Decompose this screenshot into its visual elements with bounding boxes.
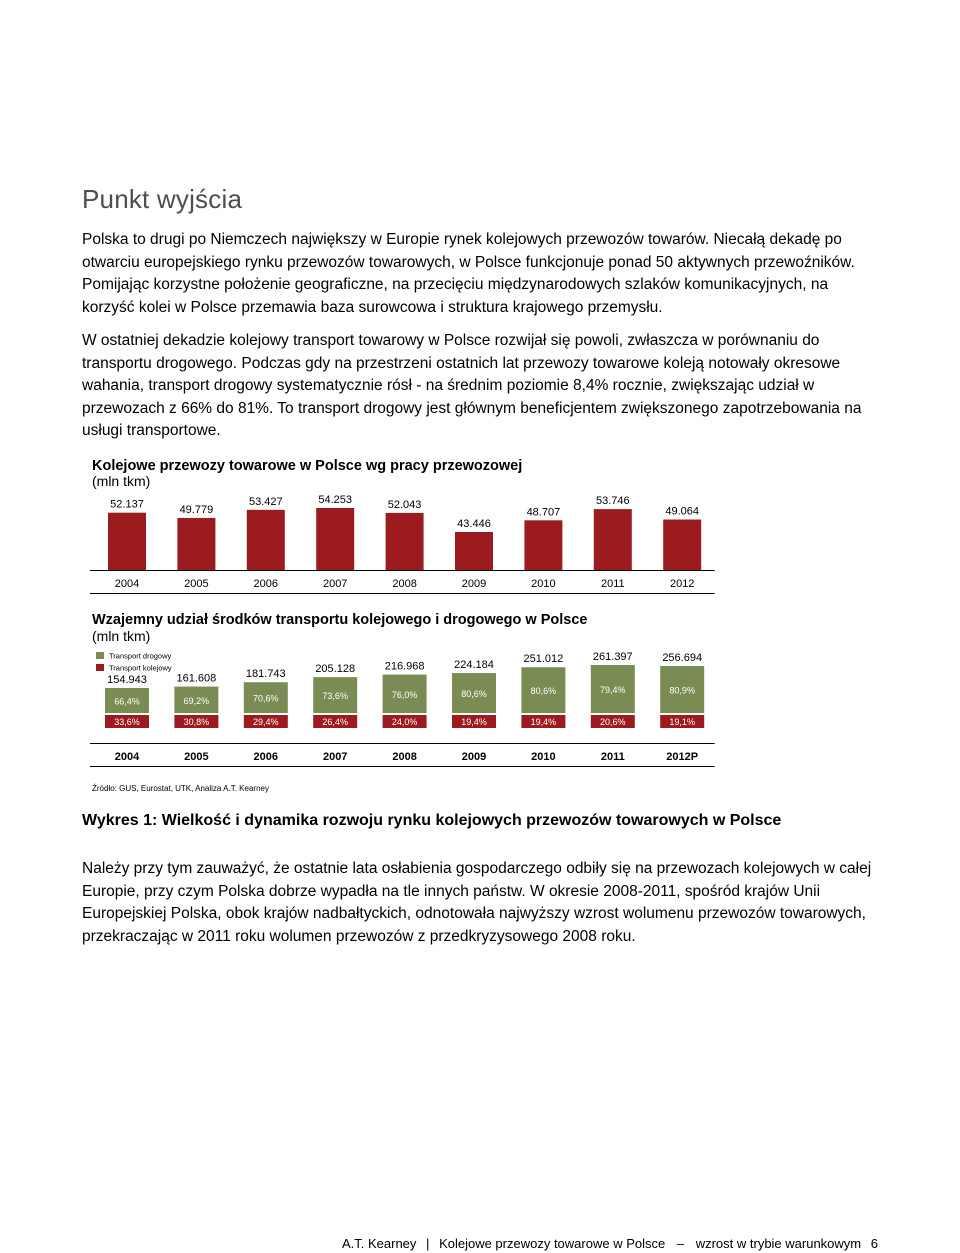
rail-share-label-2006: 29,4% — [253, 717, 279, 727]
value-label-2008: 52.043 — [387, 498, 422, 511]
total-label-2008: 216.968 — [384, 660, 425, 673]
legend-label-road: Transport drogowy — [109, 651, 172, 661]
rail-vs-road-paragraph: W ostatniej dekadzie kolejowy transport towarowy w Polsce rozwijał się powoli, zwłaszcza w porównaniu do transportu drogowego. Podczas gdy na przestrzeni ostatnich lat przewozy towarowe koleją notowały okresowe wahania, transport drogowy systematycznie rósł - na średnim poziomie 8,4% rocznie, zwiększając udział w przewozach z 66% do 81%. To transport drogowy jest głównym beneficjentem zwiększonego zapotrzebowania na usługi transportowe. — [82, 332, 862, 439]
road-share-label-2005: 69,2% — [183, 695, 210, 706]
footer-subtitle: wzrost w trybie warunkowym — [695, 1236, 862, 1251]
footer-separator: | — [426, 1236, 430, 1251]
rail-share-label-2005: 30,8% — [183, 717, 210, 727]
value-label-2004: 52.137 — [110, 498, 144, 511]
value-label-2010: 48.707 — [526, 506, 561, 519]
total-label-2005: 161.608 — [176, 672, 217, 685]
tick-label-2006: 2006 — [253, 578, 279, 590]
footer-dash: – — [676, 1236, 685, 1251]
tick-label-2009: 2009 — [461, 751, 487, 763]
page-number: 6 — [870, 1236, 878, 1251]
bar-2011 — [594, 509, 632, 570]
value-label-2006: 53.427 — [248, 495, 283, 508]
rail-share-label-2008: 24,0% — [391, 717, 418, 727]
total-label-2011: 261.397 — [592, 651, 633, 663]
intro-paragraph: Polska to drugi po Niemczech największy w Europie rynek kolejowych przewozów towarów. Niecałą dekadę po otwarciu europejskiego rynku przewozów towarowych, w Polsce funkcjonuje ponad 50 aktywnych przewoźników. Pomijając korzystne położenie geograficzne, na przecięciu międzynarodowych szlaków komunikacyjnych, na korzyść kolei w Polsce przemawia baza surowcowa i struktura krajowego przemysłu. — [82, 231, 855, 316]
rail-share-label-2010: 19,4% — [530, 717, 557, 727]
tick-label-2011: 2011 — [600, 578, 625, 590]
bar-2004 — [108, 513, 146, 570]
bar-2007 — [316, 508, 354, 570]
tick-label-2007: 2007 — [322, 578, 348, 590]
bar-2005 — [177, 518, 215, 570]
total-label-2009: 224.184 — [454, 659, 494, 672]
tick-label-2011: 2011 — [600, 751, 625, 763]
tick-label-2004: 2004 — [114, 751, 140, 763]
value-label-2012: 49.064 — [665, 505, 700, 518]
legend-label-rail: Transport kolejowy — [109, 663, 172, 673]
chart1-unit: (mln tkm) — [92, 473, 151, 489]
rail-freight-bar-chart — [0, 480, 960, 610]
total-label-2006: 181.743 — [245, 668, 286, 681]
road-share-label-2008: 76,0% — [391, 689, 418, 700]
footer-title: Kolejowe przewozy towarowe w Polsce — [439, 1236, 666, 1251]
road-share-label-2007: 73,6% — [322, 691, 348, 702]
chart1-title: Kolejowe przewozy towarowe w Polsce wg pracy przewozowej — [92, 458, 523, 474]
tick-label-2012P: 2012P — [666, 751, 699, 763]
road-share-label-2006: 70,6% — [253, 693, 279, 704]
road-share-label-2011: 79,4% — [600, 685, 626, 695]
tick-label-2010: 2010 — [531, 578, 556, 590]
figure-caption: Wykres 1: Wielkość i dynamika rozwoju rynku kolejowych przewozów towarowych w Polsce — [82, 812, 782, 829]
section-title: Punkt wyjścia — [82, 184, 243, 214]
rail-share-label-2011: 20,6% — [600, 717, 626, 727]
rail-share-label-2009: 19,4% — [461, 717, 487, 727]
tick-label-2010: 2010 — [531, 751, 556, 763]
tick-label-2009: 2009 — [461, 578, 487, 590]
bar-2008 — [386, 513, 424, 570]
closing-paragraph: Należy przy tym zauważyć, że ostatnie lata osłabienia gospodarczego odbiły się na przewozach kolejowych w całej Europie, przy czym Polska dobrze wypadła na tle innych państw. W okresie 2008-2011, spośród krajów Unii Europejskiej Polska, obok krajów nadbałtyckich, odnotowała najwyższy wzrost wolumenu przewozów towarowych, przekraczając w 2011 roku wolumen przewozów z przedkryzysowego 2008 roku. — [82, 860, 872, 945]
rail-share-label-2007: 26,4% — [322, 717, 348, 727]
modal-share-stacked-chart — [0, 640, 960, 770]
chart2-unit: (mln tkm) — [92, 628, 151, 644]
road-share-label-2010: 80,6% — [530, 686, 557, 697]
road-share-label-2009: 80,6% — [461, 689, 487, 700]
tick-label-2004: 2004 — [114, 578, 140, 590]
value-label-2011: 53.746 — [595, 495, 630, 508]
total-label-2010: 251.012 — [523, 653, 564, 666]
road-share-label-2012P: 80,9% — [669, 685, 695, 696]
tick-label-2006: 2006 — [253, 751, 279, 763]
value-label-2007: 54.253 — [318, 494, 353, 506]
value-label-2005: 49.779 — [179, 503, 214, 516]
tick-label-2008: 2008 — [392, 578, 417, 590]
chart2-title: Wzajemny udział środków transportu kolejowego i drogowego w Polsce — [92, 612, 588, 628]
footer-brand: A.T. Kearney — [341, 1236, 417, 1251]
tick-label-2005: 2005 — [184, 751, 209, 763]
total-label-2007: 205.128 — [315, 663, 356, 676]
road-share-label-2004: 66,4% — [114, 696, 140, 707]
bar-2006 — [247, 510, 285, 570]
tick-label-2005: 2005 — [184, 578, 209, 590]
total-label-2004: 154.943 — [107, 674, 147, 686]
rail-share-label-2012P: 19,1% — [669, 717, 695, 727]
legend-swatch-rail — [96, 664, 104, 671]
tick-label-2012: 2012 — [669, 578, 695, 590]
legend-swatch-road — [96, 652, 104, 659]
bar-2012 — [663, 520, 701, 570]
page-footer — [342, 1236, 878, 1251]
rail-share-label-2004: 33,6% — [114, 717, 140, 727]
total-label-2012P: 256.694 — [662, 652, 703, 665]
source-note: Źródło: GUS, Eurostat, UTK, Analiza A.T. Kearney — [92, 784, 269, 793]
tick-label-2008: 2008 — [392, 751, 417, 763]
bar-2009 — [455, 532, 493, 570]
bar-2010 — [524, 520, 562, 570]
tick-label-2007: 2007 — [322, 751, 348, 763]
value-label-2009: 43.446 — [457, 518, 491, 530]
